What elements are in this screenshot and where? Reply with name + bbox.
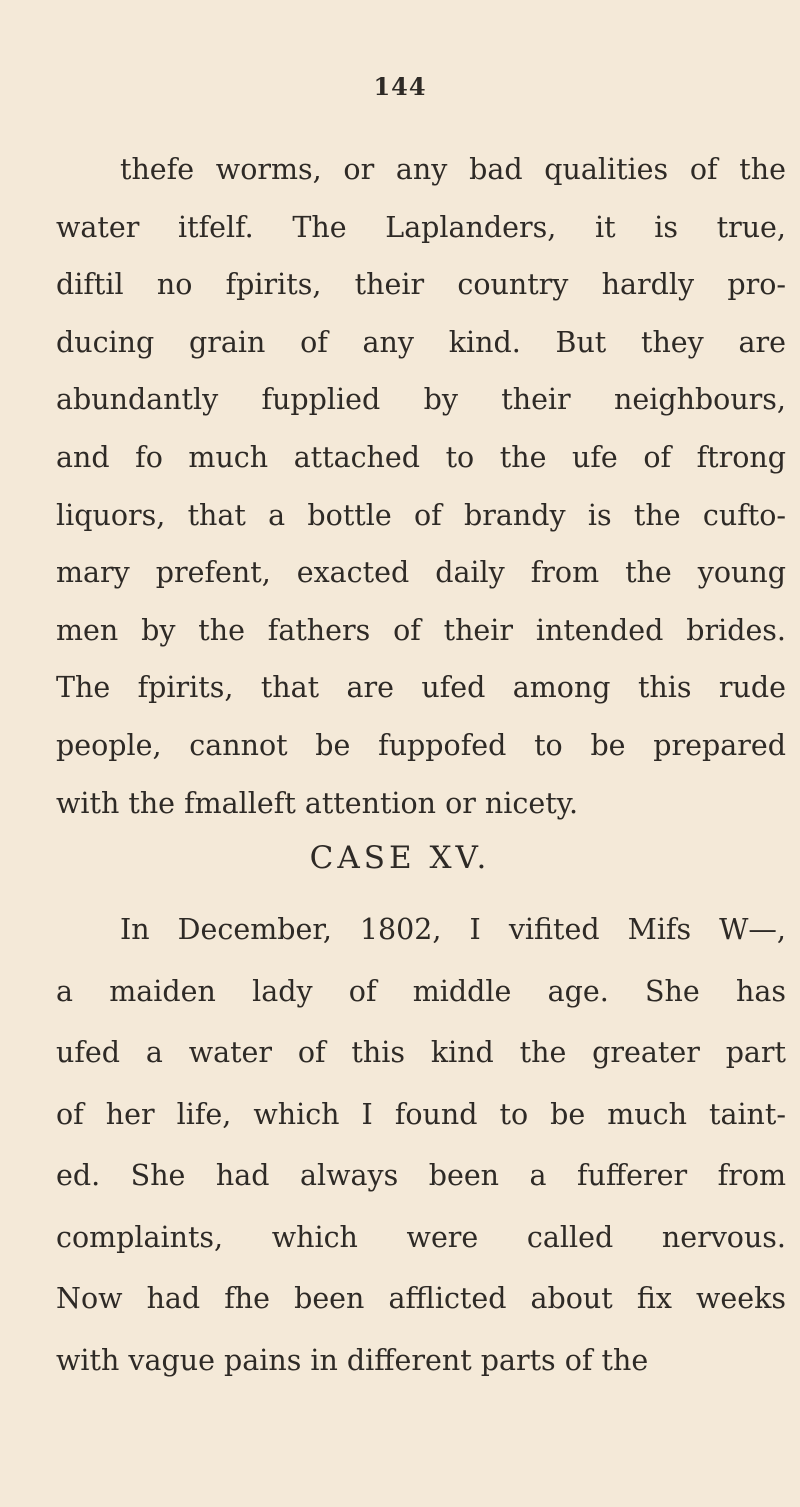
text-line: diftil no fpirits, their country hardly pro- [56,268,786,302]
text-line: water itfelf. The Laplanders, it is true, [56,210,786,244]
text-line: and fo much attached to the ufe of ftrong [56,441,786,474]
case-heading: CASE XV. [309,840,491,876]
text-line: people, cannot be fuppofed to be prepared [56,729,786,762]
text-line: men by the fathers of their intended brides. [56,613,786,647]
text-line: abundantly fupplied by their neighbours, [56,383,786,417]
text-line: of her life, which I found to be much taint- [56,1097,786,1131]
text-line: ed. She had always been a fufferer from [56,1159,786,1192]
text-line: with vague pains in different parts of the [56,1343,649,1377]
text-line: complaints, which were called nervous. [56,1220,786,1254]
text-line: The fpirits, that are ufed among this rude [56,671,786,705]
text-line: In December, 1802, I vifited Mifs W—, [120,913,786,946]
text-line: with the fmalleft attention or nicety. [56,786,579,820]
text-line: mary prefent, exacted daily from the young [56,556,786,590]
text-line: thefe worms, or any bad qualities of the [120,153,786,186]
page-number: 144 [373,72,427,101]
text-line: a maiden lady of middle age. She has [56,974,786,1008]
text-line: ducing grain of any kind. But they are [56,325,786,359]
text-line: Now had fhe been afflicted about fix weeks [56,1282,786,1315]
text-line: liquors, that a bottle of brandy is the cufto- [56,498,786,532]
text-line: ufed a water of this kind the greater part [56,1036,786,1069]
